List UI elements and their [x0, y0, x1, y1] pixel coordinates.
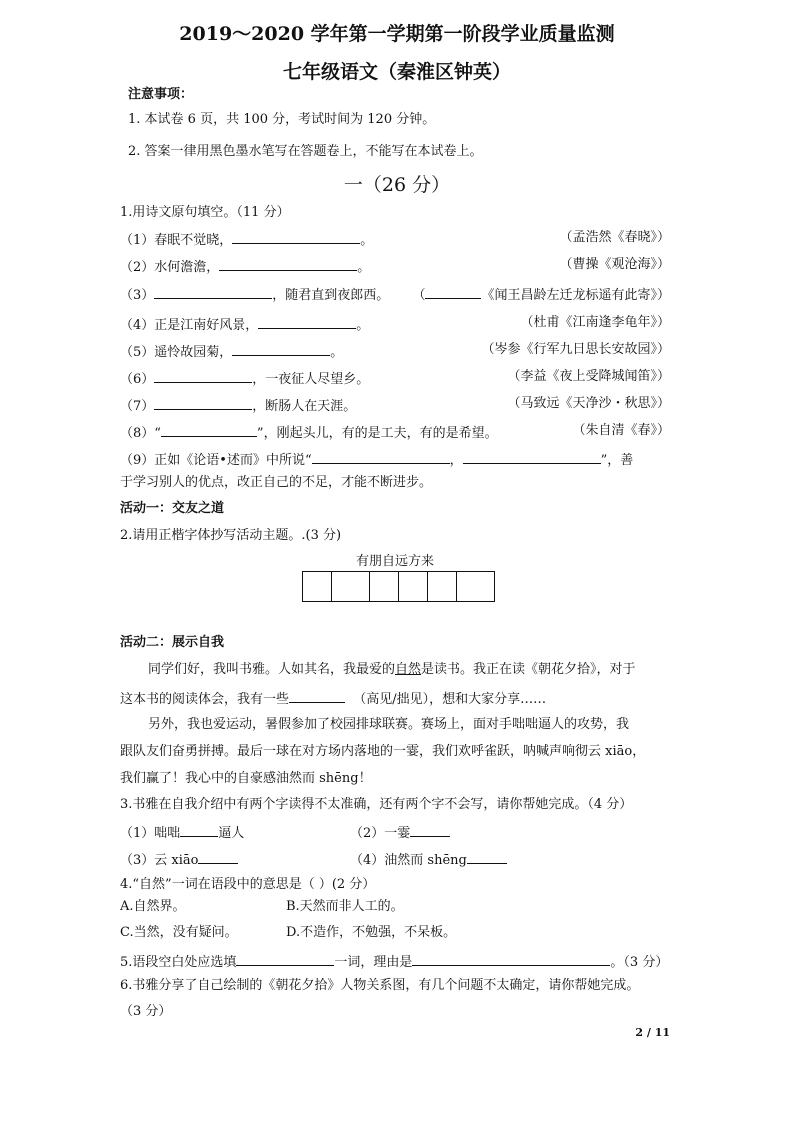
q1-source-3: [412, 284, 670, 305]
q3-blank-2[interactable]: [410, 822, 450, 837]
grid-cell[interactable]: [331, 572, 369, 601]
q4-option-b[interactable]: B.天然而非人工的。: [286, 899, 404, 914]
q4-option-a[interactable]: A.自然界。: [120, 899, 186, 914]
grid-cell[interactable]: [456, 572, 494, 601]
q1-line-7-pre: （7）: [120, 399, 155, 414]
grid-cell[interactable]: [303, 572, 331, 601]
activity1-theme: 有朋自远方来: [356, 554, 435, 569]
q2-stem: 2.请用正楷字体抄写活动主题。.(3 分): [120, 528, 342, 543]
q1-line-3-pre: （3）: [120, 288, 155, 303]
p1-text-d: （高见/拙见），想和大家分享……: [353, 692, 547, 707]
q1-blank-5[interactable]: [232, 341, 330, 356]
q3-item-1: [120, 822, 244, 843]
q1-blank-3-author[interactable]: [425, 284, 481, 299]
activity1-heading: 活动一：交友之道: [120, 501, 225, 516]
q1-blank-3[interactable]: [154, 284, 272, 299]
page-number: 2 / 11: [635, 1026, 670, 1039]
q1-line-8-post: ”，刚起头儿，有的是工夫，有的是希望。: [256, 426, 498, 441]
q1-source-7: （马致远《天净沙・秋思》）: [507, 396, 670, 411]
activity2-p1-line2: [120, 688, 546, 709]
q3-item-4: [350, 849, 507, 870]
notes-item-1: 1. 本试卷 6 页，共 100 分，考试时间为 120 分钟。: [128, 112, 436, 127]
q6-line1: 6.书雅分享了自己绘制的《朝花夕拾》人物关系图，有几个问题不太确定，请你帮她完成。: [120, 978, 640, 993]
q5-text-c: 。（3 分）: [610, 955, 669, 970]
q1-line-9-pre: （9）正如《论语•述而》中所说“: [120, 453, 312, 468]
grid-cell[interactable]: [427, 572, 456, 601]
q1-blank-8[interactable]: [161, 422, 257, 437]
q1-stem: 1.用诗文原句填空。（11 分）: [120, 205, 290, 220]
q5-line: [120, 951, 668, 972]
p1-text-a: 同学们好，我叫书雅。人如其名，我最爱的: [148, 662, 396, 677]
q3-blank-4[interactable]: [467, 849, 507, 864]
q3-item-3: [120, 849, 238, 870]
q1-line-5-pre: （5）遥怜故园菊，: [120, 345, 233, 360]
q1-line-6-post: ，一夜征人尽望乡。: [252, 372, 370, 387]
p1-text-c: 这本书的阅读体会，我有一些: [120, 692, 290, 707]
q5-blank-2[interactable]: [412, 951, 610, 966]
q5-text-b: 一词，理由是: [334, 955, 413, 970]
p1-blank[interactable]: [289, 688, 345, 703]
q1-line-4-post: 。: [356, 318, 370, 333]
q1-line-4: [120, 314, 369, 335]
q1-line-1: [120, 229, 373, 250]
q4-option-c[interactable]: C.当然，没有疑问。: [120, 925, 238, 940]
q1-line-9-post: ”，善: [600, 453, 634, 468]
q1-line-9-comma: ，: [449, 453, 463, 468]
q4-stem: 4.“自然”一词在语段中的意思是（ ）(2 分）: [120, 877, 376, 892]
q3-item-1-post: 逼人: [218, 826, 245, 841]
q3-item-4-text: （4）油然而 shēng: [350, 853, 467, 868]
q1-line-5: [120, 341, 343, 362]
q5-blank-1[interactable]: [236, 951, 334, 966]
q1-line-3-post: ，随君直到夜郎西。: [272, 288, 390, 303]
notes-item-2: 2. 答案一律用黑色墨水笔写在答题卷上，不能写在本试卷上。: [128, 144, 483, 159]
q3-blank-1[interactable]: [180, 822, 218, 837]
activity2-p2-line1: 另外，我也爱运动，暑假参加了校园排球联赛。赛场上，面对手咄咄逼人的攻势，我: [148, 717, 630, 732]
q1-line-2-post: 。: [357, 260, 371, 275]
q1-blank-9b[interactable]: [463, 449, 601, 464]
q3-item-2-text: （2）一霎: [350, 826, 411, 841]
q1-line-8-pre: （8）“: [120, 426, 161, 441]
q1-blank-9a[interactable]: [312, 449, 450, 464]
q1-source-4: （杜甫《江南逢李龟年》）: [520, 315, 670, 330]
q1-source-3-text: 《闻王昌龄左迁龙标遥有此寄》）: [481, 288, 670, 303]
q4-option-d[interactable]: D.不造作，不勉强，不呆板。: [286, 925, 457, 940]
q1-line-9: [120, 449, 633, 470]
q1-source-6: （李益《夜上受降城闻笛》）: [507, 369, 670, 384]
exam-title: 2019～2020 学年第一学期第一阶段学业质量监测: [179, 23, 615, 45]
grid-cell[interactable]: [369, 572, 398, 601]
q1-line-1-pre: （1）春眠不觉晓，: [120, 233, 233, 248]
activity2-p2-line3: 我们赢了！我心中的自豪感油然而 shēng！: [120, 771, 372, 786]
copy-grid: [302, 571, 495, 602]
q1-source-3-open: （: [412, 288, 426, 303]
q3-item-2: [350, 822, 450, 843]
q1-source-1: （孟浩然《春晓》）: [559, 230, 670, 245]
exam-subtitle: 七年级语文（秦淮区钟英）: [282, 61, 511, 83]
q1-line-3: [120, 284, 389, 305]
q1-blank-4[interactable]: [258, 314, 356, 329]
q3-item-1-pre: （1）咄咄: [120, 826, 181, 841]
q1-line-6-pre: （6）: [120, 372, 155, 387]
q1-blank-2[interactable]: [219, 256, 357, 271]
q1-blank-1[interactable]: [232, 229, 360, 244]
q1-line-8: [120, 422, 498, 443]
notes-heading: 注意事项：: [128, 87, 194, 102]
q1-line-6: [120, 368, 369, 389]
p1-underlined-word: 自然: [395, 662, 422, 677]
q3-stem: 3.书雅在自我介绍中有两个字读得不太准确，还有两个字不会写，请你帮她完成。（4 分）: [120, 797, 633, 812]
q1-line-2: [120, 256, 370, 277]
q3-item-3-text: （3）云 xiāo: [120, 853, 199, 868]
q1-line-7-post: ，断肠人在天涯。: [252, 399, 357, 414]
q1-line-9-cont: 于学习别人的优点，改正自己的不足，才能不断进步。: [120, 475, 433, 490]
q1-line-1-post: 。: [360, 233, 374, 248]
q1-source-5: （岑参《行军九日思长安故园》）: [481, 342, 670, 357]
activity2-p2-line2: 跟队友们奋勇拼搏。最后一球在对方场内落地的一霎，我们欢呼雀跃，呐喊声响彻云 xiāo，: [120, 744, 646, 759]
q1-line-7: [120, 395, 356, 416]
section-heading: 一（26 分）: [343, 174, 451, 196]
q1-source-8: （朱自清《春》）: [572, 423, 670, 438]
q5-text-a: 5.语段空白处应选填: [120, 955, 237, 970]
q1-blank-6[interactable]: [154, 368, 252, 383]
grid-cell[interactable]: [398, 572, 427, 601]
q3-blank-3[interactable]: [198, 849, 238, 864]
q1-line-5-post: 。: [330, 345, 344, 360]
q1-line-2-pre: （2）水何澹澹，: [120, 260, 220, 275]
q1-line-4-pre: （4）正是江南好风景，: [120, 318, 259, 333]
q1-blank-7[interactable]: [154, 395, 252, 410]
q6-line2: （3 分）: [120, 1004, 172, 1019]
activity2-heading: 活动二：展示自我: [120, 635, 225, 650]
q1-source-2: （曹操《观沧海》）: [559, 257, 670, 272]
p1-text-b: 是读书。我正在读《朝花夕拾》，对于: [421, 662, 636, 677]
activity2-p1-line1: [148, 661, 636, 679]
